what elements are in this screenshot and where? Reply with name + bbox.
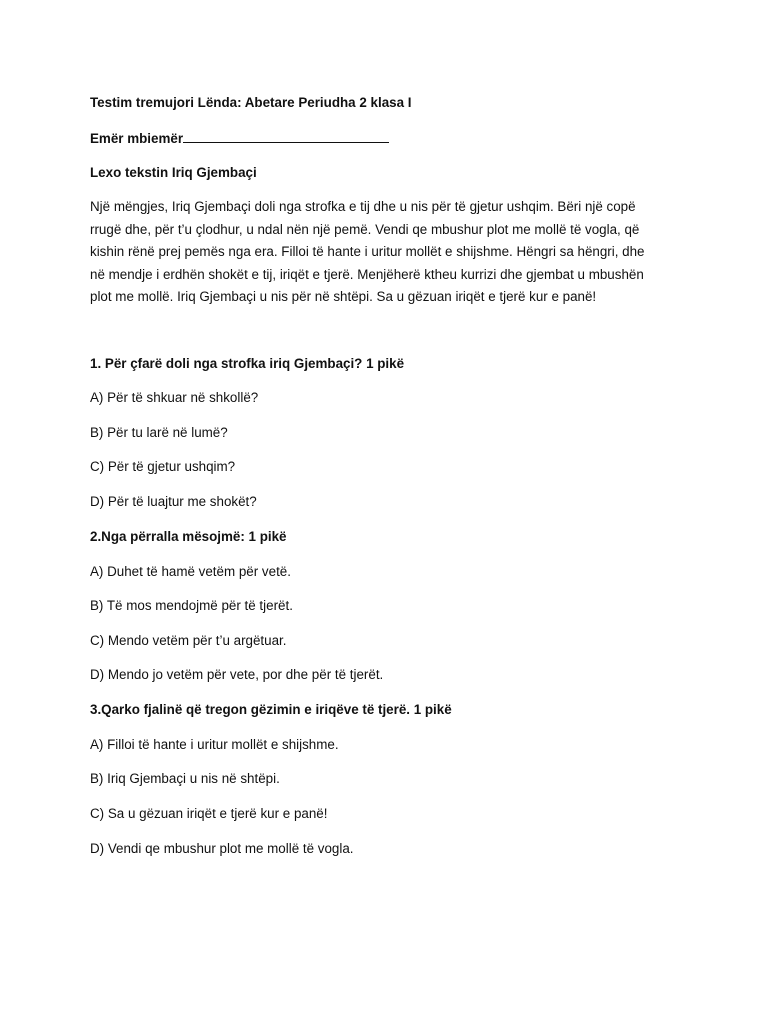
question-3-option-d: D) Vendi qe mbushur plot me mollë të vogla. xyxy=(90,841,354,856)
question-3-option-c: C) Sa u gëzuan iriqët e tjerë kur e panë! xyxy=(90,806,328,821)
name-blank-line xyxy=(183,130,389,143)
name-label: Emër mbiemër xyxy=(90,131,184,146)
story-line: Një mëngjes, Iriq Gjembaçi doli nga strofka e tij dhe u nis për të gjetur ushqim. Bëri një copë xyxy=(90,199,636,214)
test-title: Testim tremujori Lënda: Abetare Periudha 2 klasa I xyxy=(90,95,412,110)
question-2-option-a: A) Duhet të hamë vetëm për vetë. xyxy=(90,564,291,579)
reading-instruction: Lexo tekstin Iriq Gjembaçi xyxy=(90,165,257,180)
question-3-option-a: A) Filloi të hante i uritur mollët e shijshme. xyxy=(90,737,339,752)
question-2: 2.Nga përralla mësojmë: 1 pikë xyxy=(90,529,287,544)
name-field xyxy=(90,130,389,147)
question-2-option-c: C) Mendo vetëm për t’u argëtuar. xyxy=(90,633,287,648)
story-line: kishin rënë prej pemës nga era. Filloi të hante i uritur mollët e shijshme. Hëngri sa hëngri, dhe xyxy=(90,244,645,259)
question-2-option-b: B) Të mos mendojmë për të tjerët. xyxy=(90,598,293,613)
question-1-option-b: B) Për tu larë në lumë? xyxy=(90,425,228,440)
question-1-option-a: A) Për të shkuar në shkollë? xyxy=(90,390,259,405)
question-3-option-b: B) Iriq Gjembaçi u nis në shtëpi. xyxy=(90,771,280,786)
story-line: plot me mollë. Iriq Gjembaçi u nis për në shtëpi. Sa u gëzuan iriqët e tjerë kur e panë! xyxy=(90,289,597,304)
story-line: në mendje i erdhën shokët e tij, iriqët e tjerë. Menjëherë ktheu kurrizi dhe gjembat u mbushën xyxy=(90,266,644,282)
question-1-option-c: C) Për të gjetur ushqim? xyxy=(90,459,236,474)
question-2-option-d: D) Mendo jo vetëm për vete, por dhe për të tjerët. xyxy=(90,667,384,682)
question-3: 3.Qarko fjalinë që tregon gëzimin e iriqëve të tjerë. 1 pikë xyxy=(90,702,452,717)
question-1: 1. Për çfarë doli nga strofka iriq Gjembaçi? 1 pikë xyxy=(90,356,405,371)
story-text xyxy=(90,196,665,309)
question-1-option-d: D) Për të luajtur me shokët? xyxy=(90,494,257,509)
story-line: rrugë dhe, për t’u çlodhur, u ndal nën një pemë. Vendi qe mbushur plot me mollë të vogla, që xyxy=(90,221,640,237)
